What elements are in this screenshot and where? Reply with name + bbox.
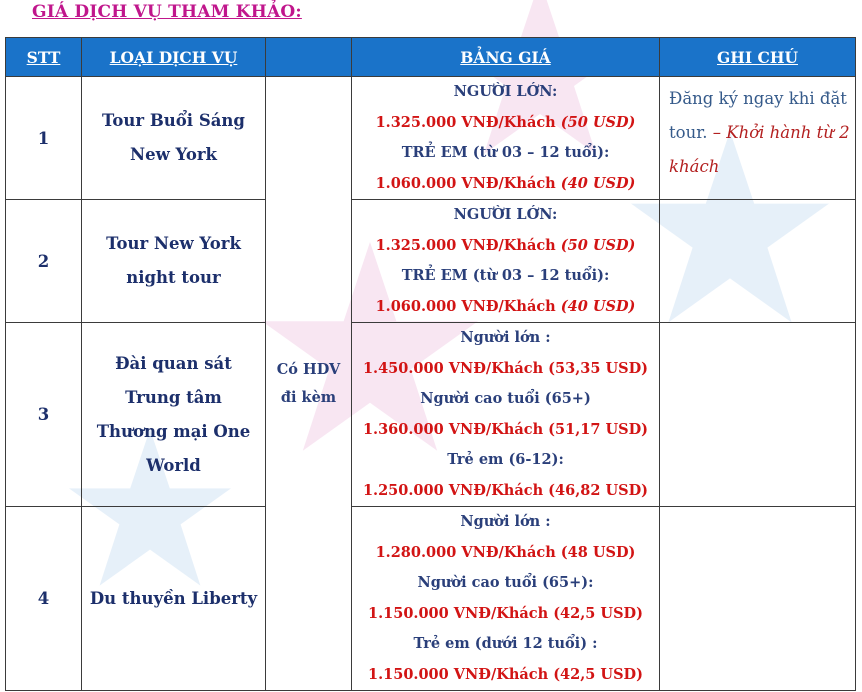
guide-text-line: đi kèm bbox=[280, 388, 337, 406]
price-label: Người lớn : bbox=[460, 329, 551, 346]
service-name-line: New York bbox=[129, 145, 217, 164]
price-amount: 1.450.000 VNĐ/Khách (53,35 USD) bbox=[362, 359, 649, 377]
price-cell bbox=[352, 323, 660, 507]
page-title: GIÁ DỊCH VỤ THAM KHẢO: bbox=[32, 2, 302, 22]
note-highlight: Khởi hành từ 2 khách bbox=[669, 123, 850, 176]
price-amount: 1.150.000 VNĐ/Khách (42,5 USD) bbox=[368, 604, 643, 622]
service-name-line: Tour Buổi Sáng bbox=[102, 111, 245, 130]
service-name-line: night tour bbox=[126, 268, 221, 287]
price-cell bbox=[352, 77, 660, 200]
header-service-type: LOẠI DỊCH VỤ bbox=[82, 38, 266, 77]
price-label: Người lớn : bbox=[460, 513, 551, 530]
header-price-list: BẢNG GIÁ bbox=[352, 38, 660, 77]
note-cell bbox=[660, 323, 856, 507]
row-number: 2 bbox=[6, 200, 82, 323]
price-label: Trẻ em (6-12): bbox=[447, 451, 564, 468]
price-label: Người cao tuổi (65+): bbox=[417, 574, 594, 591]
service-name-line: Trung tâm bbox=[125, 387, 222, 407]
table-row bbox=[6, 507, 856, 691]
header-guide bbox=[266, 38, 352, 77]
table-row bbox=[6, 77, 856, 200]
price-amount: 1.280.000 VNĐ/Khách (48 USD) bbox=[375, 543, 636, 561]
price-label: Trẻ em (dưới 12 tuổi) : bbox=[413, 635, 598, 652]
price-amount: 1.060.000 VNĐ/Khách (40 USD) bbox=[375, 174, 636, 192]
note-cell bbox=[660, 77, 856, 200]
price-cell bbox=[352, 200, 660, 323]
note-cell bbox=[660, 200, 856, 323]
price-label: Người cao tuổi (65+) bbox=[420, 390, 591, 407]
price-label: TRẺ EM (từ 03 – 12 tuổi): bbox=[401, 144, 610, 161]
note-dash: – bbox=[707, 123, 727, 142]
price-amount: 1.150.000 VNĐ/Khách (42,5 USD) bbox=[368, 665, 643, 683]
note-cell bbox=[660, 507, 856, 691]
row-number: 3 bbox=[6, 323, 82, 507]
guide-text-line: Có HDV bbox=[276, 360, 341, 378]
service-name-cell bbox=[82, 200, 266, 323]
price-amount: 1.060.000 VNĐ/Khách (40 USD) bbox=[375, 297, 636, 315]
service-name-line: Du thuyền Liberty bbox=[89, 588, 258, 608]
price-label: NGƯỜI LỚN: bbox=[453, 83, 558, 100]
service-name-line: Thương mại One bbox=[96, 421, 251, 441]
price-cell bbox=[352, 507, 660, 691]
table-row bbox=[6, 323, 856, 507]
header-stt: STT bbox=[6, 38, 82, 77]
table-row bbox=[6, 200, 856, 323]
price-table bbox=[5, 37, 856, 691]
row-number: 4 bbox=[6, 507, 82, 691]
price-amount: 1.325.000 VNĐ/Khách (50 USD) bbox=[375, 236, 636, 254]
service-name-cell bbox=[82, 507, 266, 691]
guide-cell bbox=[266, 77, 352, 691]
price-amount: 1.360.000 VNĐ/Khách (51,17 USD) bbox=[362, 420, 649, 438]
service-name-cell bbox=[82, 77, 266, 200]
service-name-line: World bbox=[146, 455, 201, 475]
table-header-row bbox=[6, 38, 856, 77]
note-text: Đăng ký ngay khi đặt tour. bbox=[669, 89, 847, 142]
price-amount: 1.250.000 VNĐ/Khách (46,82 USD) bbox=[362, 481, 649, 499]
price-amount: 1.325.000 VNĐ/Khách (50 USD) bbox=[375, 113, 636, 131]
price-label: TRẺ EM (từ 03 – 12 tuổi): bbox=[401, 267, 610, 284]
price-label: NGƯỜI LỚN: bbox=[453, 206, 558, 223]
service-name-line: Đài quan sát bbox=[115, 353, 232, 373]
service-name-cell bbox=[82, 323, 266, 507]
service-name-line: Tour New York bbox=[106, 234, 241, 253]
row-number: 1 bbox=[6, 77, 82, 200]
header-notes: GHI CHÚ bbox=[660, 38, 856, 77]
